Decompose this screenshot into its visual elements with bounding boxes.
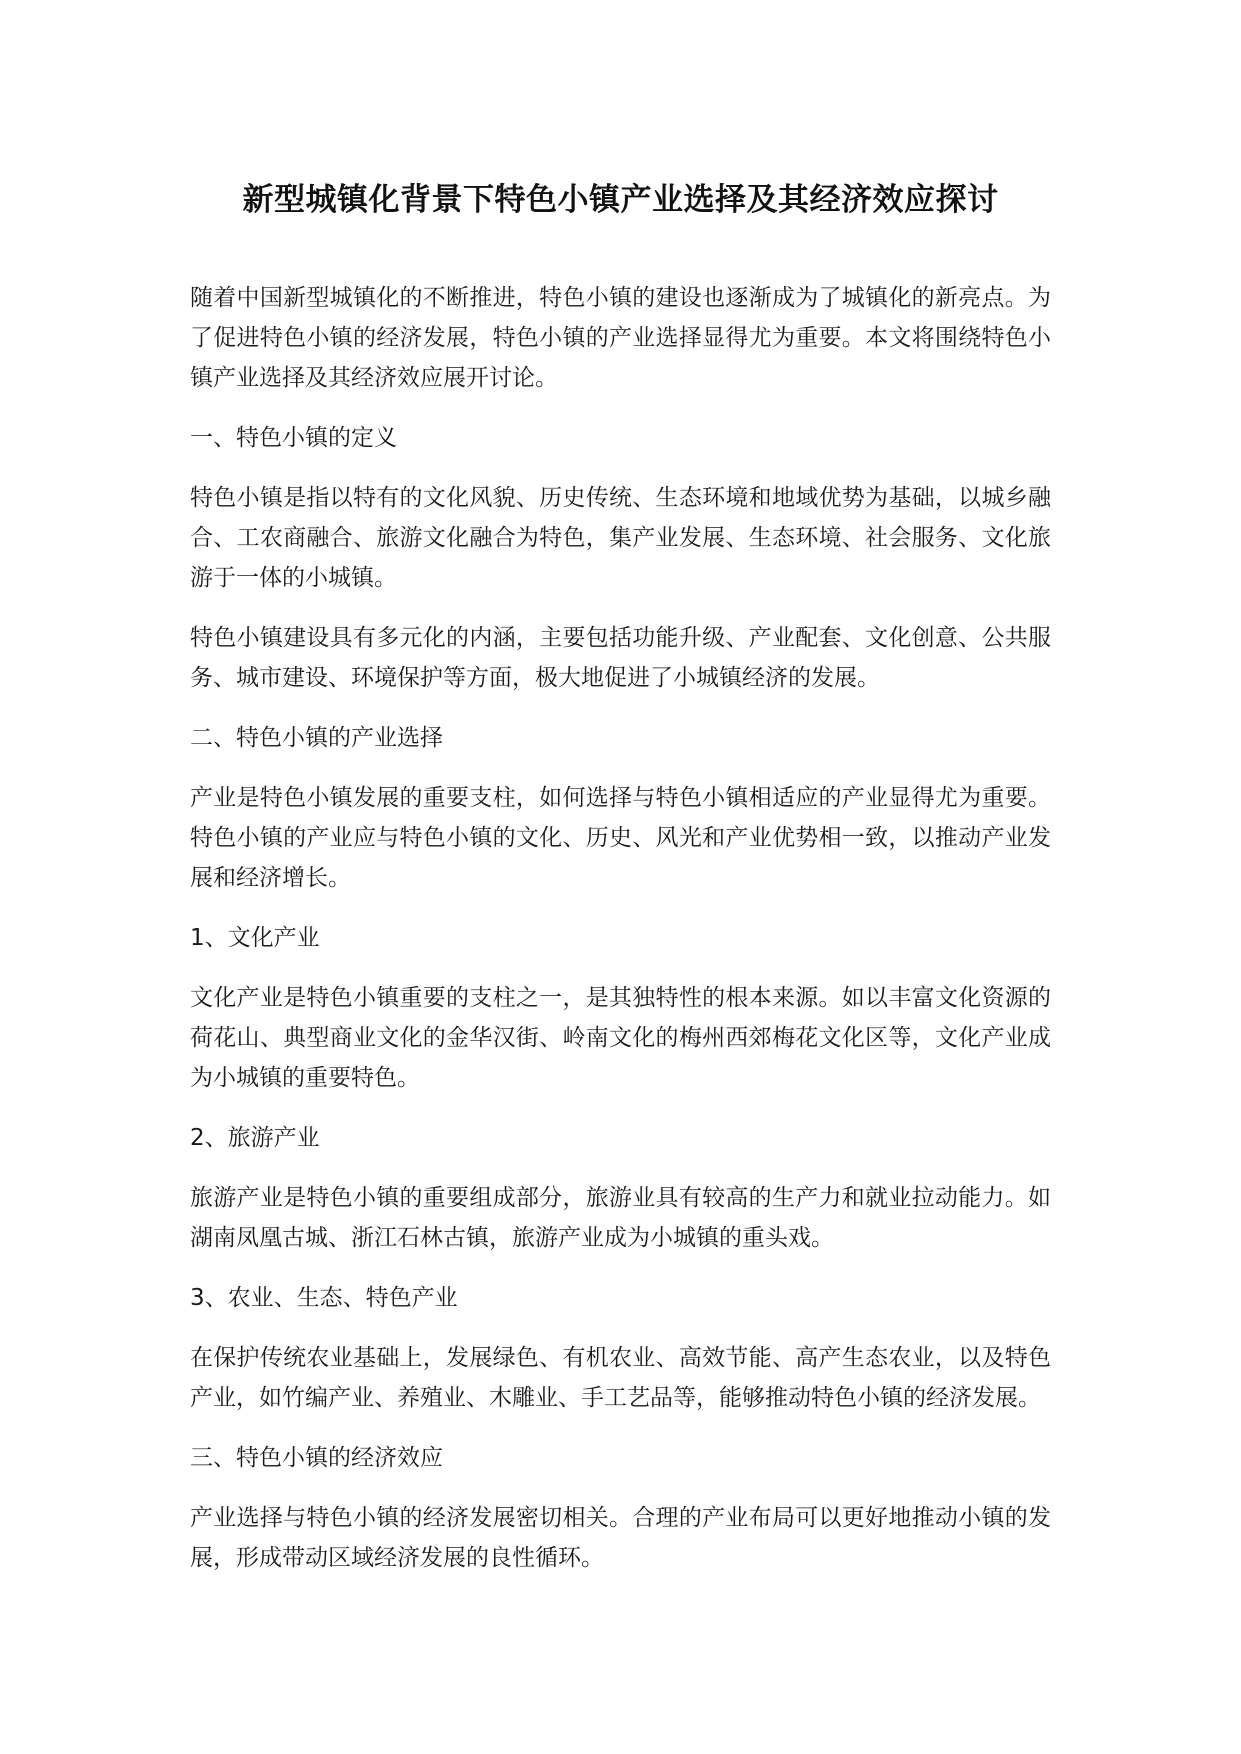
subsection-agriculture-paragraph: 在保护传统农业基础上，发展绿色、有机农业、高效节能、高产生态农业，以及特色产业，如竹编产业、养殖业、木雕业、手工艺品等，能够推动特色小镇的经济发展。 [190,1345,1051,1411]
section2-paragraph-1: 产业是特色小镇发展的重要支柱，如何选择与特色小镇相适应的产业显得尤为重要。特色小镇的产业应与特色小镇的文化、历史、风光和产业优势相一致，以推动产业发展和经济增长。 [190,785,1051,891]
section1-paragraph-2: 特色小镇建设具有多元化的内涵，主要包括功能升级、产业配套、文化创意、公共服务、城市建设、环境保护等方面，极大地促进了小城镇经济的发展。 [190,625,1051,691]
section1-paragraph-1: 特色小镇是指以特有的文化风貌、历史传统、生态环境和地域优势为基础，以城乡融合、工农商融合、旅游文化融合为特色，集产业发展、生态环境、社会服务、文化旅游于一体的小城镇。 [190,485,1051,591]
subsection-culture-heading: 1、文化产业 [190,925,320,951]
subsection-agriculture-heading: 3、农业、生态、特色产业 [190,1285,458,1311]
intro-paragraph: 随着中国新型城镇化的不断推进，特色小镇的建设也逐渐成为了城镇化的新亮点。为了促进特色小镇的经济发展，特色小镇的产业选择显得尤为重要。本文将围绕特色小镇产业选择及其经济效应展开讨论。 [190,285,1051,391]
subsection-tourism-paragraph: 旅游产业是特色小镇的重要组成部分，旅游业具有较高的生产力和就业拉动能力。如湖南凤凰古城、浙江石林古镇，旅游产业成为小城镇的重头戏。 [190,1185,1051,1251]
subsection-tourism-heading: 2、旅游产业 [190,1125,320,1151]
section1-heading: 一、特色小镇的定义 [190,425,397,451]
document-title: 新型城镇化背景下特色小镇产业选择及其经济效应探讨 [242,182,999,218]
section2-heading: 二、特色小镇的产业选择 [190,725,443,751]
subsection-culture-paragraph: 文化产业是特色小镇重要的支柱之一，是其独特性的根本来源。如以丰富文化资源的荷花山、典型商业文化的金华汉街、岭南文化的梅州西郊梅花文化区等，文化产业成为小城镇的重要特色。 [190,985,1051,1091]
section3-paragraph-1: 产业选择与特色小镇的经济发展密切相关。合理的产业布局可以更好地推动小镇的发展，形成带动区域经济发展的良性循环。 [190,1505,1051,1571]
section3-heading: 三、特色小镇的经济效应 [190,1445,443,1471]
